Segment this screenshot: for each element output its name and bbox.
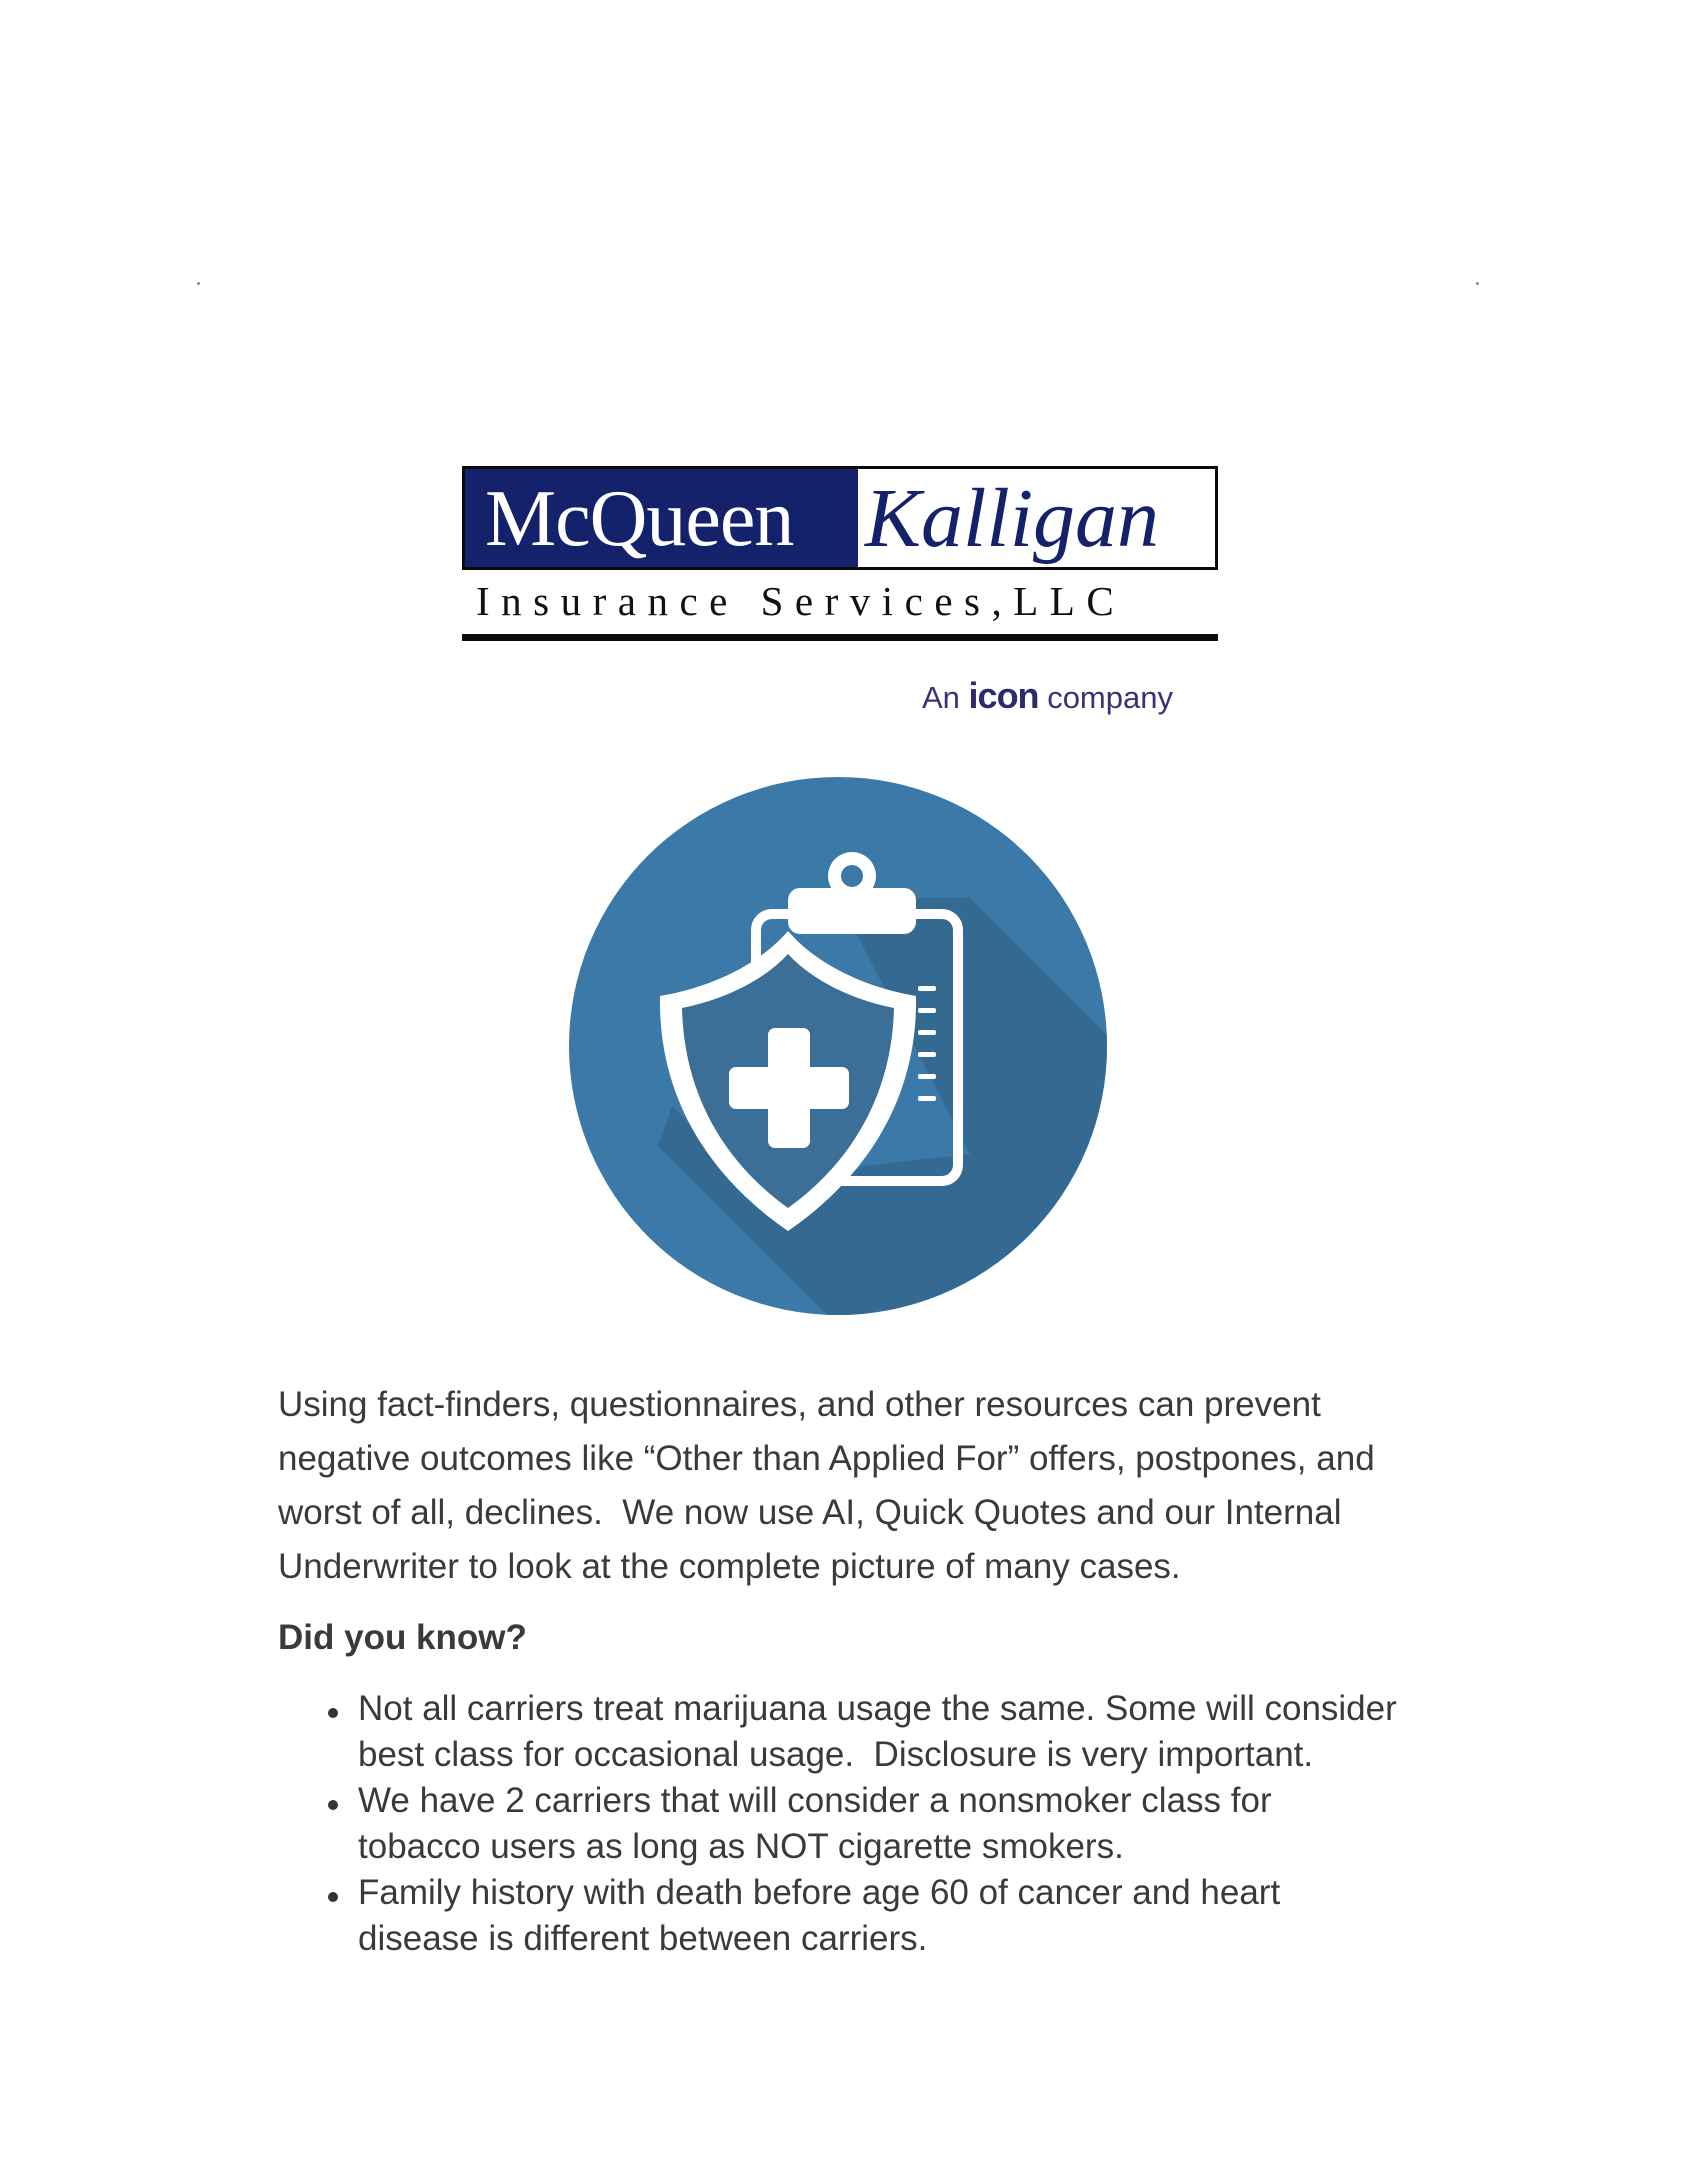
affiliation-prefix: An: [922, 680, 960, 715]
list-item: [358, 1686, 1398, 1778]
scan-speck: [1476, 282, 1479, 285]
company-logo: [462, 466, 1218, 644]
scan-speck: [197, 282, 200, 285]
logo-word-mcqueen: McQueen: [485, 475, 794, 563]
logo-underline: [462, 634, 1218, 641]
logo-word-kalligan: Kalligan: [865, 472, 1160, 565]
list-item-text: We have 2 carriers that will consider a nonsmoker class for tobacco users as long as NOT cigarette smokers.: [358, 1781, 1272, 1866]
shield-medical-cross-clipboard-icon: [568, 776, 1108, 1316]
list-item-text: Not all carriers treat marijuana usage the same. Some will consider best class for occasional usage. Disclosure is very important.: [358, 1689, 1397, 1774]
affiliation-tagline: [922, 675, 1173, 716]
article-body: [278, 1378, 1398, 1962]
logo-wordmark-box: [462, 466, 1218, 570]
logo-subtitle: Insurance Services,LLC: [476, 578, 1126, 624]
list-item: [358, 1870, 1398, 1962]
affiliation-suffix: company: [1047, 680, 1173, 715]
fact-list: [278, 1686, 1398, 1962]
bullet-dot-icon: [328, 1892, 338, 1902]
bullet-dot-icon: [328, 1800, 338, 1810]
list-item: [358, 1778, 1398, 1870]
affiliation-brand: icon: [968, 675, 1039, 716]
list-item-text: Family history with death before age 60 of cancer and heart disease is different between carriers.: [358, 1873, 1281, 1958]
section-heading: Did you know?: [278, 1618, 527, 1657]
intro-paragraph: Using fact-finders, questionnaires, and other resources can prevent negative outcomes like “Other than Applied For” offers, postpones, and worst of all, declines. We now use AI, Quick Quotes and our Internal Underwriter to look at the complete picture of many cases.: [278, 1385, 1375, 1586]
bullet-dot-icon: [328, 1708, 338, 1718]
